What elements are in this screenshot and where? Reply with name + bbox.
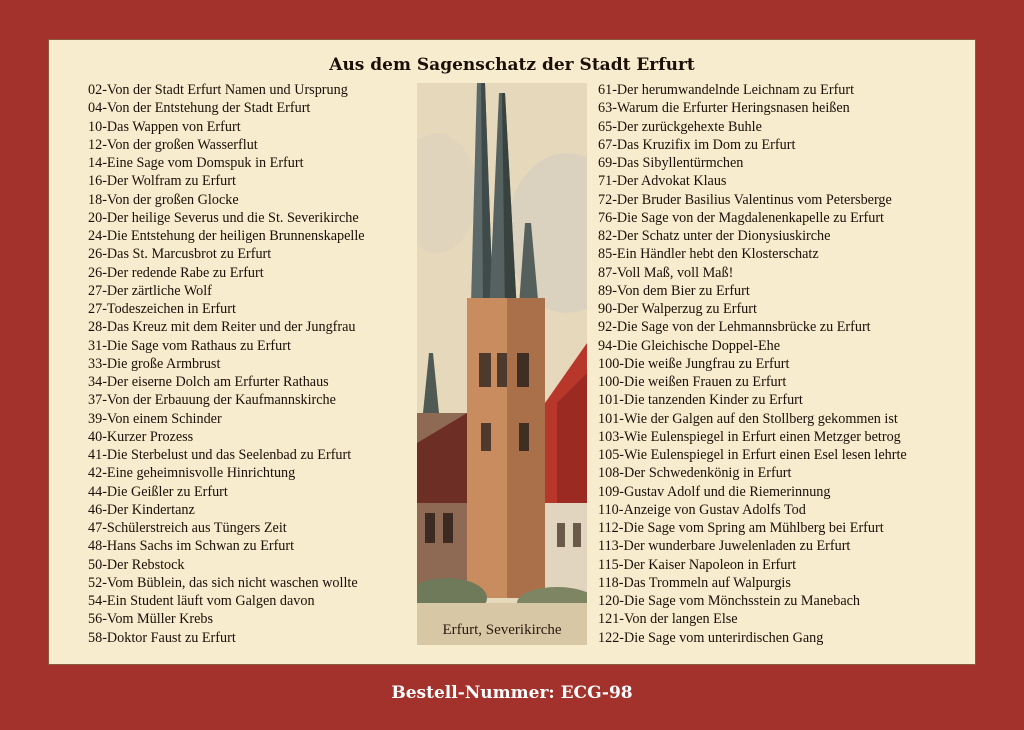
story-list-item: 90-Der Walperzug zu Erfurt xyxy=(598,301,757,317)
story-list-item: 20-Der heilige Severus und die St. Severikirche xyxy=(88,209,359,226)
story-list-item: 54-Ein Student läuft vom Galgen davon xyxy=(88,593,315,609)
story-list-item: 76-Die Sage von der Magdalenenkapelle zu Erfurt xyxy=(598,209,885,226)
story-list-item: 26-Der redende Rabe zu Erfurt xyxy=(88,264,264,281)
story-list-item: 39-Von einem Schinder xyxy=(88,410,222,427)
story-list-item: 71-Der Advokat Klaus xyxy=(598,173,727,190)
story-list-item: 108-Der Schwedenkönig in Erfurt xyxy=(598,465,792,482)
story-list-item: 52-Vom Büblein, das sich nicht waschen wollte xyxy=(88,574,358,591)
story-list-item: 18-Von der großen Glocke xyxy=(88,191,239,208)
story-list-item: 48-Hans Sachs im Schwan zu Erfurt xyxy=(88,538,295,555)
story-list-item: 103-Wie Eulenspiegel in Erfurt einen Metzger betrog xyxy=(598,428,901,445)
story-list-item: 109-Gustav Adolf und die Riemerinnung xyxy=(598,483,831,500)
story-list-item: 37-Von der Erbauung der Kaufmannskirche xyxy=(88,392,336,409)
content-card xyxy=(48,39,976,665)
story-list-item: 63-Warum die Erfurter Heringsnasen heißen xyxy=(598,100,850,117)
picture-caption: Erfurt, Severikirche xyxy=(442,622,562,638)
story-list-item: 40-Kurzer Prozess xyxy=(88,428,194,445)
story-list-item: 110-Anzeige von Gustav Adolfs Tod xyxy=(598,501,806,518)
story-list-item: 89-Von dem Bier zu Erfurt xyxy=(598,282,750,299)
story-list-item: 41-Die Sterbelust und das Seelenbad zu Erfurt xyxy=(88,447,352,463)
story-list-item: 14-Eine Sage vom Domspuk in Erfurt xyxy=(88,155,304,171)
story-list-item: 105-Wie Eulenspiegel in Erfurt einen Esel lesen lehrte xyxy=(598,447,907,463)
church-illustration xyxy=(417,83,587,645)
story-list-item: 28-Das Kreuz mit dem Reiter und der Jungfrau xyxy=(88,319,356,336)
story-list-item: 122-Die Sage vom unterirdischen Gang xyxy=(598,629,824,646)
story-list-item: 72-Der Bruder Basilius Valentinus vom Petersberge xyxy=(598,191,892,208)
story-list-item: 85-Ein Händler hebt den Klosterschatz xyxy=(598,246,819,263)
story-list-item: 26-Das St. Marcusbrot zu Erfurt xyxy=(88,246,272,263)
story-list-item: 67-Das Kruzifix im Dom zu Erfurt xyxy=(598,136,796,153)
story-list-item: 69-Das Sibyllentürmchen xyxy=(598,155,744,171)
story-list-item: 27-Der zärtliche Wolf xyxy=(88,282,212,299)
story-list-item: 44-Die Geißler zu Erfurt xyxy=(88,483,228,500)
story-list-left xyxy=(88,81,365,647)
story-list-item: 16-Der Wolfram zu Erfurt xyxy=(88,173,236,190)
story-list-item: 02-Von der Stadt Erfurt Namen und Ursprung xyxy=(88,82,348,98)
story-list-item: 47-Schülerstreich aus Tüngers Zeit xyxy=(88,520,287,536)
story-list-item: 112-Die Sage vom Spring am Mühlberg bei Erfurt xyxy=(598,520,884,536)
story-list-item: 101-Die tanzenden Kinder zu Erfurt xyxy=(598,392,803,409)
story-list-item: 58-Doktor Faust zu Erfurt xyxy=(88,629,236,646)
severikirche-painting xyxy=(417,83,587,645)
story-list-item: 120-Die Sage vom Mönchsstein zu Manebach xyxy=(598,593,861,609)
story-list-item: 12-Von der großen Wasserflut xyxy=(88,136,258,153)
story-list-item: 113-Der wunderbare Juwelenladen zu Erfurt xyxy=(598,538,851,555)
story-list-item: 50-Der Rebstock xyxy=(88,556,185,573)
story-list-item: 100-Die weiße Jungfrau zu Erfurt xyxy=(598,355,790,372)
story-list-item: 87-Voll Maß, voll Maß! xyxy=(598,264,734,281)
story-list-right xyxy=(598,81,907,647)
order-number: Bestell-Nummer: ECG-98 xyxy=(391,683,633,703)
story-list-item: 10-Das Wappen von Erfurt xyxy=(88,118,241,135)
story-list-item: 121-Von der langen Else xyxy=(598,611,738,628)
story-list-item: 04-Von der Entstehung der Stadt Erfurt xyxy=(88,100,311,117)
page-title: Aus dem Sagenschatz der Stadt Erfurt xyxy=(329,55,695,75)
story-list-item: 82-Der Schatz unter der Dionysiuskirche xyxy=(598,228,831,244)
story-list-item: 56-Vom Müller Krebs xyxy=(88,611,214,628)
story-list-item: 42-Eine geheimnisvolle Hinrichtung xyxy=(88,465,296,482)
story-list-item: 33-Die große Armbrust xyxy=(88,355,221,372)
story-list-item: 92-Die Sage von der Lehmannsbrücke zu Erfurt xyxy=(598,319,871,336)
story-list-item: 24-Die Entstehung der heiligen Brunnenskapelle xyxy=(88,228,365,244)
story-list-item: 61-Der herumwandelnde Leichnam zu Erfurt xyxy=(598,82,855,98)
story-list-item: 27-Todeszeichen in Erfurt xyxy=(88,301,236,317)
story-list-item: 101-Wie der Galgen auf den Stollberg gekommen ist xyxy=(598,410,898,427)
story-list-item: 94-Die Gleichische Doppel-Ehe xyxy=(598,337,781,354)
story-list-item: 46-Der Kindertanz xyxy=(88,501,195,518)
story-list-item: 118-Das Trommeln auf Walpurgis xyxy=(598,574,791,591)
story-list-item: 100-Die weißen Frauen zu Erfurt xyxy=(598,374,787,390)
story-list-item: 31-Die Sage vom Rathaus zu Erfurt xyxy=(88,337,291,354)
story-list-item: 34-Der eiserne Dolch am Erfurter Rathaus xyxy=(88,374,329,390)
story-list-item: 65-Der zurückgehexte Buhle xyxy=(598,118,762,135)
story-list-item: 115-Der Kaiser Napoleon in Erfurt xyxy=(598,556,797,573)
